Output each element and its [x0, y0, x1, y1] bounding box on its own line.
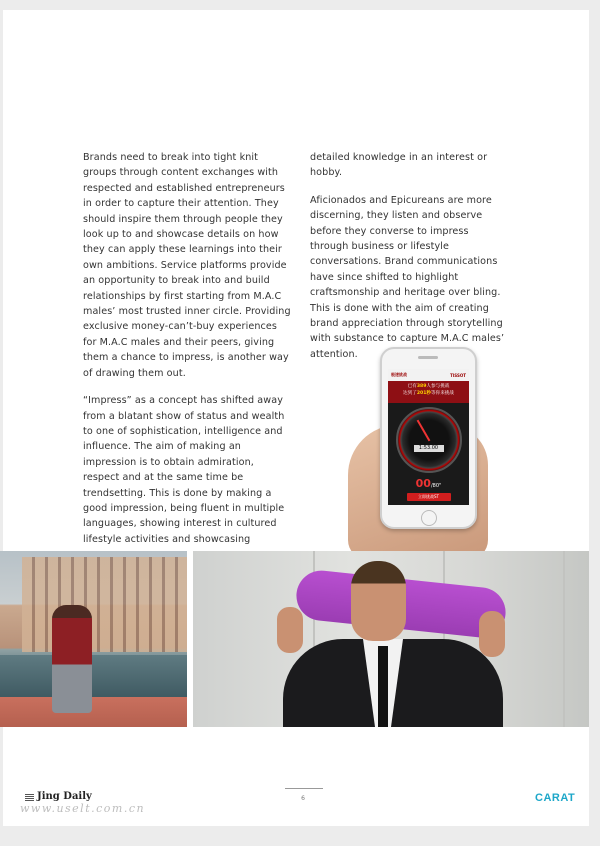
challenge-button[interactable]: 立即挑战ST	[407, 493, 451, 501]
left-paragraph-2: “Impress” as a concept has shifted away from a blatant show of status and wealth to one of sophistication, intelligence and influence. The aim of making an impression is to obtain admiration, respect and at the same time be trendsetting. This is done by making a good impression, being fluent in multiple languages, showing interest in cultured lifestyle activities and showcasing	[83, 395, 285, 545]
right-paragraph-1: detailed knowledge in an interest or hobby.	[310, 152, 488, 179]
screen-headline-line-2	[388, 390, 469, 397]
screen-brand-left: 极速挑战	[391, 372, 407, 377]
speedometer-gauge	[396, 407, 462, 473]
site-watermark: www.uselt.com.cn	[20, 802, 146, 815]
headline-1-pre: 已有	[407, 384, 417, 389]
headline-2-highlight: 201秒	[416, 391, 431, 396]
photo-man-with-skateboard	[193, 551, 589, 727]
screen-brand-right: TISSOT	[450, 372, 466, 378]
photo-pavement	[0, 697, 187, 727]
timer-count	[388, 477, 469, 490]
timer-value: 00	[415, 477, 431, 490]
right-text-column	[310, 150, 510, 374]
jing-daily-logo-text: Jing Daily	[37, 791, 92, 802]
left-paragraph-1: Brands need to break into tight knit groups through content exchanges with respected and established entrepreneurs in order to capture their attention. They should inspire them through people they look up to and showcase details on how they can apply these learnings into their own ambitions. Service platforms provide an opportunity to break into and build relationships by first starting from M.A.C males’ most trusted inner circle. Providing exclusive money-can’t-buy experiences for M.A.C males and their peers, giving them a chance to impress, is another way of drawing them out.	[83, 152, 291, 379]
man-head	[351, 561, 406, 641]
jing-daily-mark-icon	[25, 793, 34, 801]
page-number: 6	[301, 795, 305, 802]
screen-header	[388, 369, 469, 381]
footer-divider	[285, 788, 323, 789]
wall-seam	[563, 551, 565, 727]
headline-2-post: 等你来挑战	[431, 391, 454, 396]
screen-headline	[388, 381, 469, 403]
smartphone-image	[380, 347, 477, 529]
photo-man-by-canal	[0, 551, 187, 727]
left-text-column	[83, 150, 293, 559]
headline-2-pre: 达到了	[403, 391, 417, 396]
phone-home-button	[421, 510, 437, 526]
headline-1-highlight: 389	[416, 384, 427, 389]
timer-unit: /80"	[430, 483, 442, 489]
document-page	[3, 10, 589, 826]
man-right-hand	[479, 611, 505, 657]
jing-daily-logo	[25, 791, 92, 802]
man-tie	[378, 646, 388, 727]
man-left-hand	[277, 607, 303, 653]
gauge-needle	[416, 420, 430, 442]
carat-logo: CARAT	[535, 792, 576, 804]
photo-buildings	[22, 557, 187, 652]
headline-1-post: 人参与挑战	[426, 384, 450, 389]
photo-man-red-blazer	[52, 605, 92, 713]
odometer-readout: 1:53.00	[414, 445, 444, 452]
screen-headline-line-1	[388, 383, 469, 390]
phone-screen	[388, 369, 469, 505]
photo-canal-water	[0, 655, 187, 700]
phone-speaker	[418, 356, 438, 359]
right-paragraph-2: Aficionados and Epicureans are more discerning, they listen and observe before they converse to impress through business or lifestyle conversations. Brand communications have since shifted to highlight craftsmonship and heritage over bling. This is done with the aim of creating brand appreciation through storytelling with substance to capture M.A.C males’ attention.	[310, 194, 505, 360]
